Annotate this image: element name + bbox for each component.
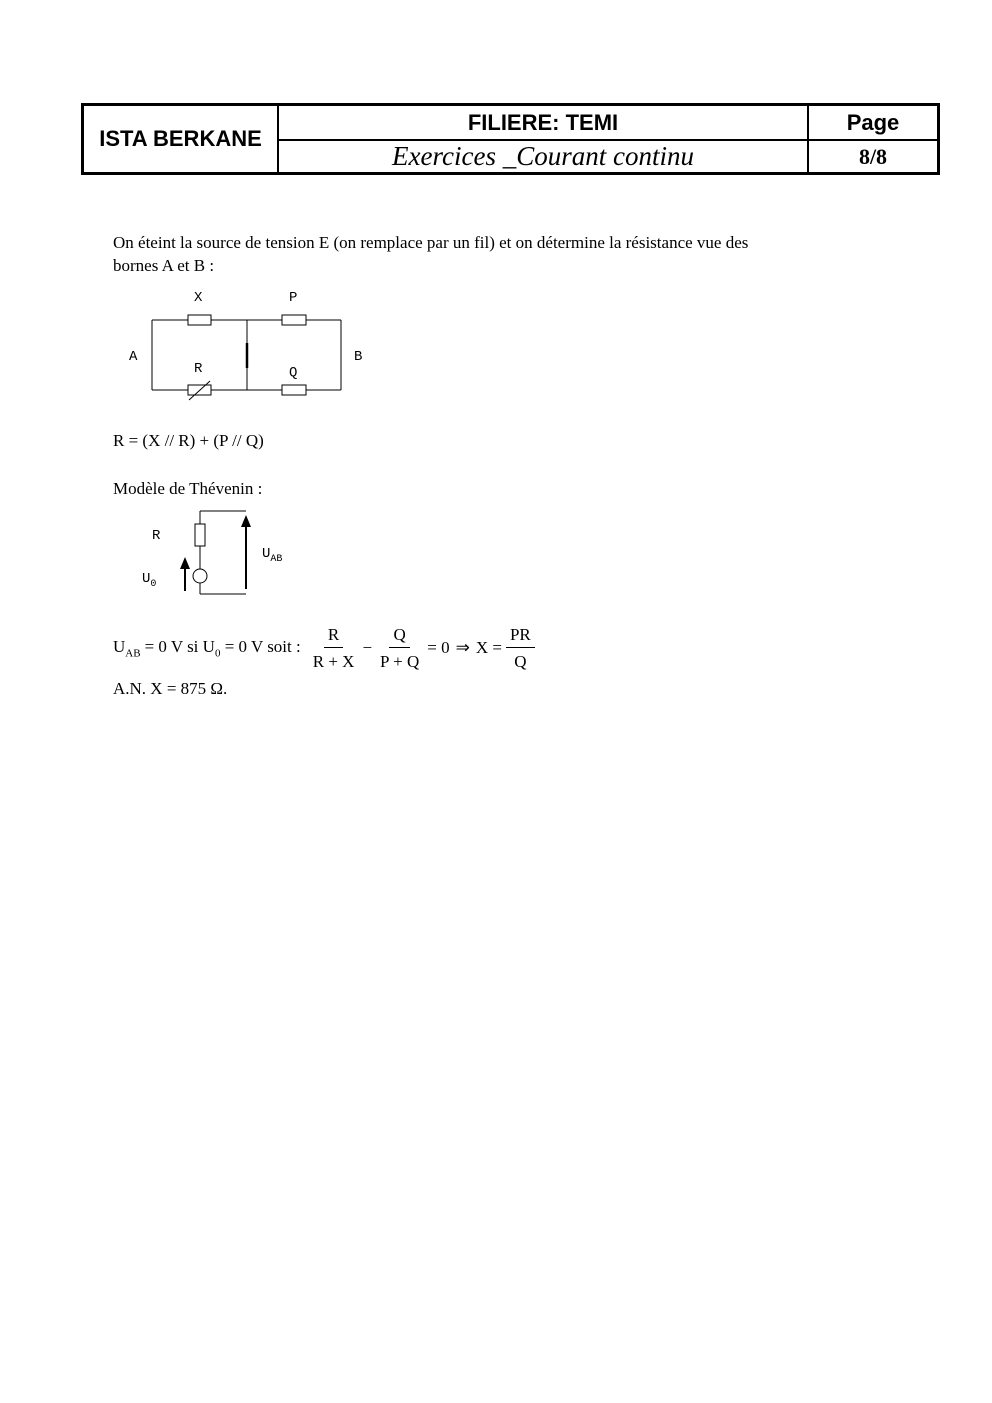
bridge-circuit-diagram xyxy=(120,280,380,410)
thevenin-resistor xyxy=(195,524,205,546)
document-title: Exercices _Courant continu xyxy=(278,140,808,174)
eq-x: X = xyxy=(475,638,502,657)
page-label: Page xyxy=(808,105,939,141)
institution-name: ISTA BERKANE xyxy=(83,105,279,174)
u0-arrowhead xyxy=(180,557,190,569)
page-number: 8/8 xyxy=(808,140,939,174)
voltage-source xyxy=(193,569,207,583)
fraction-q-over-pq: $\frac{Q}{P + Q}$ xyxy=(380,624,420,671)
thevenin-heading: Modèle de Thévenin : xyxy=(113,479,263,498)
label-b: B xyxy=(354,349,363,365)
equivalent-resistance-formula: R = (X // R) + (P // Q) xyxy=(113,431,264,450)
balance-equation xyxy=(113,620,539,676)
thevenin-label-r: R xyxy=(152,528,161,544)
label-r: R xyxy=(194,361,203,377)
fraction-pr-over-q: $\frac{PR}{Q}$ xyxy=(506,625,535,672)
intro-line-1: On éteint la source de tension E (on remplace par un fil) et on détermine la résistance vue des xyxy=(113,233,749,252)
thevenin-label-uab: $U_{AB}$ xyxy=(262,546,283,565)
label-a: A xyxy=(129,349,138,365)
header-table xyxy=(81,103,940,175)
eq-zero: = 0 xyxy=(427,638,450,657)
uab-arrowhead xyxy=(241,515,251,527)
numeric-application: A.N. X = 875 Ω. xyxy=(113,679,228,698)
label-q: Q xyxy=(289,365,298,381)
resistor-p xyxy=(282,315,306,325)
label-p: P xyxy=(289,290,298,306)
thevenin-circuit-diagram xyxy=(130,505,310,605)
eq-uab: $U_{AB}$ xyxy=(113,636,141,660)
eq-lead: = 0 V si $U_0 = 0$ V soit : xyxy=(144,636,301,660)
resistor-q xyxy=(282,385,306,395)
label-x: X xyxy=(194,290,203,306)
intro-line-2: bornes A et B : xyxy=(113,256,215,275)
eq-implies: ⇒ xyxy=(455,638,470,657)
thevenin-label-u0: $U_0$ xyxy=(142,571,157,590)
eq-minus: − xyxy=(362,638,373,657)
resistor-x xyxy=(188,315,211,325)
fraction-r-over-rx: $\frac{R}{R + X}$ xyxy=(312,624,355,671)
filiere-label: FILIERE: TEMI xyxy=(278,105,808,141)
